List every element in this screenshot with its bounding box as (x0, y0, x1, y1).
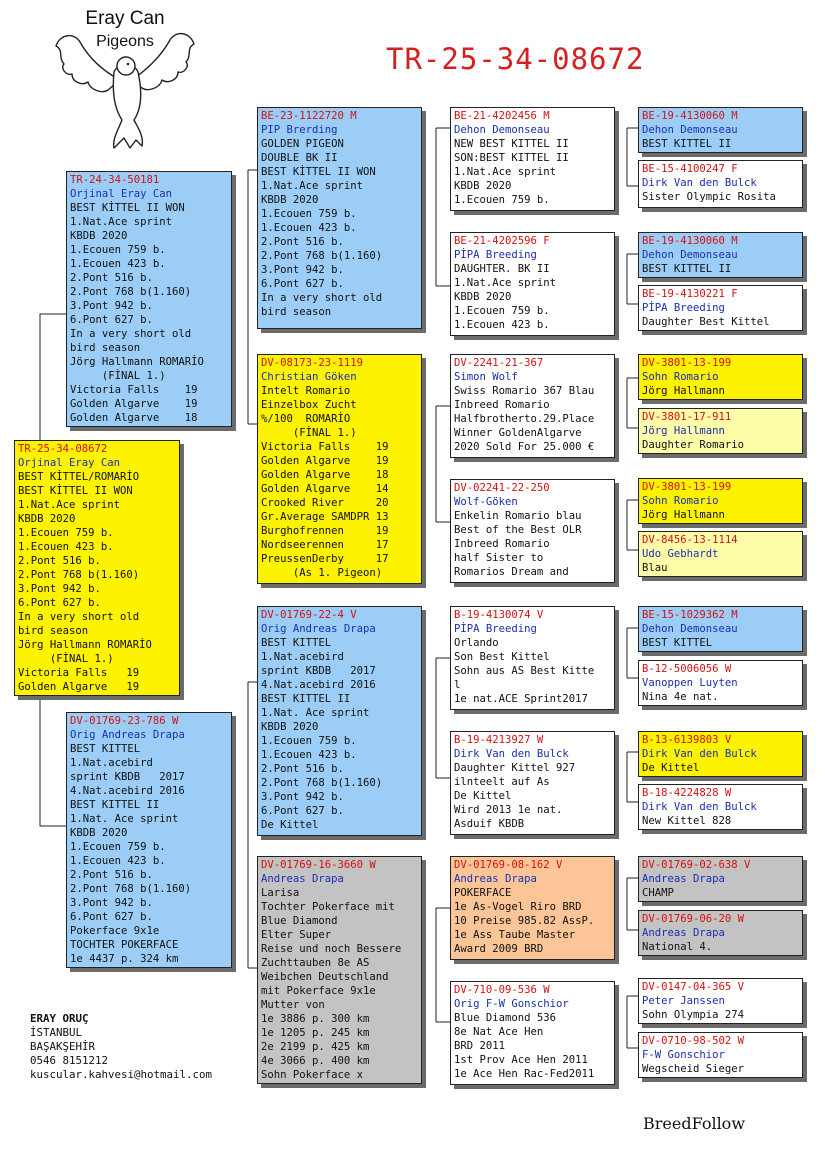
breeder-name: Sohn Romario (642, 495, 719, 507)
breeder-name: Orig Andreas Drapa (261, 623, 376, 635)
info-line: KBDB 2020 (70, 230, 128, 242)
info-line: De Kittel (454, 790, 512, 802)
ring-number: BE-23-1122720 M (261, 110, 357, 122)
info-line: 1st Prov Ace Hen 2011 (454, 1054, 588, 1066)
info-line: 2.Pont 516 b. (70, 272, 153, 284)
pigeon-card-dds[interactable] (450, 856, 615, 960)
breeder-name: Andreas Drapa (261, 873, 344, 885)
info-line: Blau (642, 562, 668, 574)
info-line: Blue Diamond 536 (454, 1012, 557, 1024)
info-line: Daughter Kittel 927 (454, 762, 576, 774)
breeder-name: Vanoppen Luyten (642, 677, 738, 689)
info-line: 1.Nat.Ace sprint (454, 277, 557, 289)
info-line: Sohn aus AS Best Kitte (454, 665, 595, 677)
info-line: BEST KİTTEL II WON (261, 166, 376, 178)
info-line: 1.Ecouen 759 b. (454, 305, 550, 317)
info-line: Asduif KBDB (454, 818, 525, 830)
info-line: Burghofrennen 19 (261, 525, 389, 537)
brand-label: BreedFollow (643, 1114, 746, 1133)
breeder-name: Dirk Van den Bulck (642, 748, 757, 760)
pigeon-card-subject[interactable] (14, 440, 180, 696)
info-line: Wird 2013 1e nat. (454, 804, 563, 816)
info-line: 1.Ecouen 759 b. (261, 735, 357, 747)
ring-number: DV-3801-17-911 (642, 411, 732, 423)
ring-number: DV-3801-13-199 (642, 357, 732, 369)
info-line: Enkelin Romario blau (454, 510, 582, 522)
info-line: BEST KITTEL II (70, 799, 160, 811)
info-line: 3.Pont 942 b. (261, 264, 344, 276)
info-line: l (454, 679, 461, 691)
info-line: 10 Preise 985.82 AssP. (454, 915, 595, 927)
ring-number: DV-2241-21-367 (454, 357, 544, 369)
info-line: 1.Ecouen 759 b. (454, 194, 550, 206)
breeder-name: Orjinal Eray Can (70, 188, 173, 200)
info-line: 1e 1205 p. 245 km (261, 1027, 370, 1039)
info-line: Crooked River 20 (261, 497, 389, 509)
info-line: 2.Pont 516 b. (261, 763, 344, 775)
info-line: Sohn Pokerface x (261, 1069, 364, 1081)
breeder-name: PIP Brerding (261, 124, 338, 136)
info-line: Jörg Hallmann ROMARİO (70, 356, 204, 368)
ring-number: DV-08173-23-1119 (261, 357, 364, 369)
info-line: BEST KITTEL (642, 637, 713, 649)
breeder-name: Orig F-W Gonschior (454, 998, 569, 1010)
info-line: BEST KITTEL II (261, 693, 351, 705)
ring-number: B-18-4224828 W (642, 787, 732, 799)
info-line: 1.Nat.acebird (261, 651, 344, 663)
breeder-name: Udo Gebhardt (642, 548, 719, 560)
info-line: 6.Pont 627 b. (261, 278, 344, 290)
breeder-name: Jörg Hallmann (642, 425, 725, 437)
info-line: KBDB 2020 (261, 721, 319, 733)
info-line: mit Pokerface 9x1e (261, 985, 376, 997)
pigeon-card-sdd[interactable] (450, 479, 615, 583)
info-line: 1.Ecouen 423 b. (454, 319, 550, 331)
info-line: BEST KITTEL (261, 637, 332, 649)
ring-number: TR-25-34-08672 (18, 443, 108, 455)
pigeon-card-g1[interactable] (638, 107, 803, 153)
info-line: Einzelbox Zucht (261, 399, 357, 411)
ring-number: BE-21-4202596 F (454, 235, 550, 247)
ring-number: DV-01769-22-4 V (261, 609, 357, 621)
pigeon-card-g8[interactable] (638, 531, 803, 577)
info-line: bird season (70, 342, 141, 354)
info-line: Larisa (261, 887, 300, 899)
ring-number: DV-02241-22-250 (454, 482, 550, 494)
ring-number: BE-19-4130060 M (642, 110, 738, 122)
pigeon-card-dss[interactable] (450, 606, 615, 710)
pigeon-card-ssd[interactable] (450, 232, 615, 336)
breeder-name: Dehon Demonseau (642, 623, 738, 635)
info-line: BRD 2011 (454, 1040, 506, 1052)
info-line: (FİNAL 1.) (261, 427, 357, 439)
page-title: TR-25-34-08672 (386, 42, 645, 76)
ring-number: BE-15-4100247 F (642, 163, 738, 175)
contact-block (30, 1012, 212, 1082)
breeder-name: Simon Wolf (454, 371, 518, 383)
info-line: (FİNAL 1.) (70, 370, 166, 382)
info-line: DAUGHTER. BK II (454, 263, 550, 275)
breeder-name: Andreas Drapa (642, 927, 725, 939)
info-line: Weibchen Deutschland (261, 971, 389, 983)
info-line: 1.Ecouen 423 b. (261, 222, 357, 234)
info-line: BEST KITTEL II (642, 138, 732, 150)
contact-phone: 0546 8151212 (30, 1054, 109, 1067)
ring-number: DV-0710-98-502 W (642, 1035, 745, 1047)
info-line: De Kittel (642, 762, 700, 774)
ring-number: DV-01769-08-162 V (454, 859, 563, 871)
info-line: 2.Pont 516 b. (70, 869, 153, 881)
info-line: 2.Pont 768 b(1.160) (70, 286, 192, 298)
info-line: KBDB 2020 (18, 513, 76, 525)
pigeon-card-g12[interactable] (638, 784, 803, 830)
info-line: Halfbrotherto.29.Place (454, 413, 595, 425)
pigeon-card-g4[interactable] (638, 285, 803, 331)
info-line: GOLDEN PIGEON (261, 138, 344, 150)
breeder-name: Peter Janssen (642, 995, 725, 1007)
info-line: 1e 3886 p. 300 km (261, 1013, 370, 1025)
pigeon-card-g2[interactable] (638, 160, 803, 208)
contact-name: ERAY ORUÇ (30, 1012, 89, 1025)
info-line: 3.Pont 942 b. (70, 300, 153, 312)
info-line: 1.Nat.Ace sprint (261, 180, 364, 192)
info-line: In a very short old (18, 611, 140, 623)
info-line: 1e Ace Hen Rac-Fed2011 (454, 1068, 595, 1080)
pigeon-card-dam-sire[interactable] (257, 606, 422, 836)
breeder-name: PİPA Breeding (454, 623, 537, 635)
pigeon-card-g3[interactable] (638, 232, 803, 278)
pigeon-card-sire-sire[interactable] (257, 107, 422, 329)
info-line: Inbreed Romario (454, 399, 550, 411)
info-line: 1.Ecouen 423 b. (261, 749, 357, 761)
breeder-name: Dirk Van den Bulck (454, 748, 569, 760)
info-line: Jörg Hallmann ROMARİO (18, 639, 152, 651)
info-line: BEST KİTTEL/ROMARİO (18, 471, 140, 483)
ring-number: BE-19-4130060 M (642, 235, 738, 247)
info-line: NEW BEST KITTEL II (454, 138, 569, 150)
info-line: PreussenDerby 17 (261, 553, 389, 565)
info-line: Victoria Falls 19 (261, 441, 389, 453)
info-line: 3.Pont 942 b. (70, 897, 153, 909)
ring-number: B-19-4130074 V (454, 609, 544, 621)
info-line: In a very short old (261, 292, 383, 304)
breeder-name: PİPA Breeding (642, 302, 725, 314)
info-line: Golden Algarve 19 (70, 398, 198, 410)
pigeon-card-g14[interactable] (638, 910, 803, 956)
pigeon-card-g5[interactable] (638, 354, 803, 400)
breeder-name: Dirk Van den Bulck (642, 801, 757, 813)
info-line: Golden Algarve 19 (261, 455, 389, 467)
ring-number: DV-0147-04-365 V (642, 981, 745, 993)
pigeon-card-dsd[interactable] (450, 731, 615, 835)
breeder-name: PİPA Breeding (454, 249, 537, 261)
info-line: %/100 ROMARİO (261, 413, 351, 425)
info-line: Orlando (454, 637, 499, 649)
info-line: Gr.Average SAMDPR 13 (261, 511, 389, 523)
pigeon-card-sire[interactable] (66, 171, 232, 427)
info-line: Best of the Best OLR (454, 524, 582, 536)
info-line: 6.Pont 627 b. (70, 314, 153, 326)
info-line: 1.Ecouen 423 b. (70, 855, 166, 867)
info-line: In a very short old (70, 328, 192, 340)
info-line: Reise und noch Bessere (261, 943, 402, 955)
ring-number: BE-21-4202456 M (454, 110, 550, 122)
pigeon-card-g9[interactable] (638, 606, 803, 652)
info-line: 1.Nat. Ace sprint (261, 707, 370, 719)
info-line: Intelt Romario (261, 385, 351, 397)
info-line: DOUBLE BK II (261, 152, 338, 164)
info-line: Golden Algarve 18 (261, 469, 389, 481)
breeder-name: Dirk Van den Bulck (642, 177, 757, 189)
info-line: Golden Algarve 18 (70, 412, 198, 424)
info-line: Golden Algarve 14 (261, 483, 389, 495)
link-dd (436, 908, 450, 1022)
pigeon-card-sire-dam[interactable] (257, 354, 422, 584)
info-line: Tochter Pokerface mit (261, 901, 395, 913)
info-line: 3.Pont 942 b. (18, 583, 101, 595)
info-line: 4.Nat.acebird 2016 (261, 679, 376, 691)
breeder-name: Sohn Romario (642, 371, 719, 383)
info-line: half Sister to (454, 552, 544, 564)
pigeon-card-g13[interactable] (638, 856, 803, 902)
link-ss (436, 128, 450, 286)
info-line: 1.Ecouen 759 b. (261, 208, 357, 220)
info-line: National 4. (642, 941, 713, 953)
breeder-name: Wolf-Göken (454, 496, 518, 508)
info-line: BEST KITTEL (70, 743, 141, 755)
info-line: TOCHTER POKERFACE (70, 939, 179, 951)
pigeon-card-g16[interactable] (638, 1032, 803, 1078)
breeder-name: Orjinal Eray Can (18, 457, 121, 469)
info-line: (As 1. Pigeon) (261, 567, 383, 579)
info-line: POKERFACE (454, 887, 512, 899)
pigeon-card-sds[interactable] (450, 354, 615, 458)
info-line: Inbreed Romario (454, 538, 550, 550)
info-line: KBDB 2020 (70, 827, 128, 839)
info-line: 1e 4437 p. 324 km (70, 953, 179, 965)
info-line: BEST KİTTEL II WON (70, 202, 185, 214)
logo-line2: Pigeons (96, 33, 154, 50)
pigeon-card-g15[interactable] (638, 978, 803, 1024)
info-line: Elter Super (261, 929, 332, 941)
info-line: BEST KITTEL II (642, 263, 732, 275)
info-line: 1.Nat. Ace sprint (70, 813, 179, 825)
info-line: 1e Ass Taube Master (454, 929, 576, 941)
info-line: sprint KBDB 2017 (70, 771, 185, 783)
breeder-name: Dehon Demonseau (642, 249, 738, 261)
link-sd (436, 406, 450, 522)
info-line: 2.Pont 516 b. (18, 555, 101, 567)
ring-number: B-19-4213927 W (454, 734, 544, 746)
info-line: Sohn Olympia 274 (642, 1009, 745, 1021)
info-line: 1.Nat.acebird (70, 757, 153, 769)
info-line: 2e 2199 p. 425 km (261, 1041, 370, 1053)
breeder-name: Andreas Drapa (454, 873, 537, 885)
info-line: 2.Pont 768 b(1.160) (70, 883, 192, 895)
info-line: bird season (18, 625, 89, 637)
pigeon-card-ddd[interactable] (450, 981, 615, 1085)
breeder-name: Andreas Drapa (642, 873, 725, 885)
pigeon-card-g7[interactable] (638, 478, 803, 524)
info-line: Pokerface 9x1e (70, 925, 160, 937)
info-line: 2.Pont 516 b. (261, 236, 344, 248)
info-line: 1.Ecouen 423 b. (18, 541, 114, 553)
info-line: (FİNAL 1.) (18, 653, 114, 665)
pigeon-card-g11[interactable] (638, 731, 803, 777)
info-line: CHAMP (642, 887, 674, 899)
contact-email[interactable]: kuscular.kahvesi@hotmail.com (30, 1068, 213, 1081)
info-line: Victoria Falls 19 (18, 667, 140, 679)
info-line: Daughter Best Kittel (642, 316, 770, 328)
info-line: 6.Pont 627 b. (261, 805, 344, 817)
pigeon-card-sss[interactable] (450, 107, 615, 211)
pigeon-card-dam[interactable] (66, 712, 232, 968)
info-line: 2.Pont 768 b(1.160) (18, 569, 140, 581)
ring-number: BE-15-1029362 M (642, 609, 738, 621)
info-line: Golden Algarve 19 (18, 681, 140, 693)
info-line: Victoria Falls 19 (70, 384, 198, 396)
info-line: 1.Ecouen 759 b. (70, 841, 166, 853)
link-ds (436, 658, 450, 778)
info-line: 8e Nat Ace Hen (454, 1026, 544, 1038)
info-line: Son Best Kittel (454, 651, 550, 663)
info-line: 1.Ecouen 759 b. (70, 244, 166, 256)
info-line: 3.Pont 942 b. (261, 791, 344, 803)
info-line: New Kittel 828 (642, 815, 732, 827)
ring-number: DV-01769-06-20 W (642, 913, 745, 925)
contact-district: BAŞAKŞEHİR (30, 1040, 96, 1053)
info-line: 2.Pont 768 b(1.160) (261, 777, 383, 789)
ring-number: B-12-5006056 W (642, 663, 732, 675)
ring-number: DV-3801-13-199 (642, 481, 732, 493)
ring-number: BE-19-4130221 F (642, 288, 738, 300)
info-line: Mutter von (261, 999, 325, 1011)
info-line: Jörg Hallmann (642, 385, 725, 397)
ring-number: DV-01769-02-638 V (642, 859, 751, 871)
info-line: Sister Olympic Rosita (642, 191, 776, 203)
info-line: Award 2009 BRD (454, 943, 544, 955)
info-line: 6.Pont 627 b. (70, 911, 153, 923)
ring-number: TR-24-34-50181 (70, 174, 160, 186)
info-line: De Kittel (261, 819, 319, 831)
info-line: 2.Pont 768 b(1.160) (261, 250, 383, 262)
info-line: 1.Nat.Ace sprint (454, 166, 557, 178)
pigeon-card-g10[interactable] (638, 660, 803, 706)
info-line: 1.Ecouen 423 b. (70, 258, 166, 270)
info-line: Nina 4e nat. (642, 691, 719, 703)
info-line: Daughter Romario (642, 439, 745, 451)
info-line: 1.Ecouen 759 b. (18, 527, 114, 539)
info-line: 2020 Sold For 25.000 € (454, 441, 595, 453)
ring-number: DV-01769-23-786 W (70, 715, 179, 727)
info-line: Wegscheid Sieger (642, 1063, 745, 1075)
info-line: BEST KİTTEL II WON (18, 485, 133, 497)
info-line: Blue Diamond (261, 915, 338, 927)
info-line: 1.Nat.Ace sprint (18, 499, 121, 511)
info-line: KBDB 2020 (261, 194, 319, 206)
breeder-name: Dehon Demonseau (642, 124, 738, 136)
contact-city: İSTANBUL (30, 1026, 83, 1039)
info-line: 1e As-Vogel Riro BRD (454, 901, 582, 913)
info-line: Winner GoldenAlgarve (454, 427, 582, 439)
info-line: Swiss Romario 367 Blau (454, 385, 595, 397)
breeder-name: F-W Gonschior (642, 1049, 725, 1061)
info-line: 1e nat.ACE Sprint2017 (454, 693, 588, 705)
info-line: 6.Pont 627 b. (18, 597, 101, 609)
info-line: Romarios Dream and (454, 566, 569, 578)
breeder-name: Orig Andreas Drapa (70, 729, 185, 741)
logo-line1: Eray Can (85, 8, 165, 29)
info-line: Nordseerennen 17 (261, 539, 389, 551)
info-line: KBDB 2020 (454, 180, 512, 192)
info-line: bird season (261, 306, 332, 318)
info-line: ilnteelt auf As (454, 776, 550, 788)
info-line: Jörg Hallmann (642, 509, 725, 521)
ring-number: DV-01769-16-3660 W (261, 859, 376, 871)
info-line: sprint KBDB 2017 (261, 665, 376, 677)
info-line: KBDB 2020 (454, 291, 512, 303)
breeder-name: Christian Göken (261, 371, 357, 383)
ring-number: B-13-6139803 V (642, 734, 732, 746)
info-line: 4.Nat.acebird 2016 (70, 785, 185, 797)
pigeon-card-g6[interactable] (638, 408, 803, 454)
pigeon-card-dam-dam[interactable] (257, 856, 422, 1084)
ring-number: DV-8456-13-1114 (642, 534, 738, 546)
breeder-name: Dehon Demonseau (454, 124, 550, 136)
ring-number: DV-710-09-536 W (454, 984, 550, 996)
info-line: 4e 3066 p. 400 km (261, 1055, 370, 1067)
info-line: Zuchttauben 8e AS (261, 957, 370, 969)
info-line: 1.Nat.Ace sprint (70, 216, 173, 228)
info-line: SON:BEST KITTEL II (454, 152, 569, 164)
